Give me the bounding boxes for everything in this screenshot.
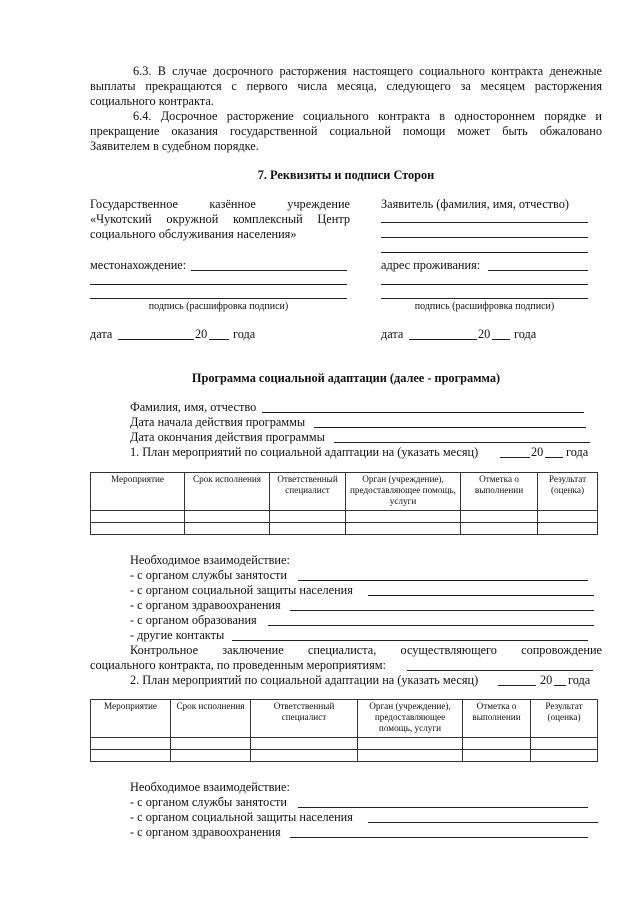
interaction1-education-line[interactable] — [268, 625, 594, 626]
table2-header-agency: Орган (учреждение), предоставляющее помощь, услуги — [358, 700, 463, 738]
interaction1-social-label: - с органом социальной защиты населения — [130, 583, 353, 597]
plan1-table-header-row — [91, 473, 598, 511]
interaction2-employment-line[interactable] — [298, 807, 588, 808]
table1-header-done: Отметка о выполнении — [461, 473, 538, 511]
interaction1-education-label: - с органом образования — [130, 613, 257, 627]
start-date-line[interactable] — [314, 427, 586, 428]
location-label: местонахождение: — [90, 258, 187, 272]
table1-header-deadline: Срок исполнения — [185, 473, 270, 511]
table2-header-specialist: Ответственный специалист — [251, 700, 358, 738]
end-date-line[interactable] — [334, 442, 590, 443]
program-heading: Программа социальной адаптации (далее - программа) — [191, 371, 501, 385]
left-date-day-line[interactable] — [118, 339, 194, 340]
org-name-line2: «Чукотский окружной комплексный Центр — [90, 212, 350, 226]
address-label: адрес проживания: — [381, 258, 481, 272]
interaction2-employment-label: - с органом службы занятости — [130, 795, 287, 809]
requisites-heading: 7. Реквизиты и подписи Сторон — [257, 168, 435, 182]
table1-header-specialist: Ответственный специалист — [270, 473, 346, 511]
address-line-2[interactable] — [381, 284, 588, 285]
left-signature-caption: подпись (расшифровка подписи) — [148, 301, 289, 312]
plan1-month-line[interactable] — [500, 457, 530, 458]
name-label: Фамилия, имя, отчество — [130, 400, 257, 414]
plan2-table — [90, 699, 598, 762]
left-date-year-line[interactable] — [209, 339, 229, 340]
right-date-day-line[interactable] — [409, 339, 477, 340]
clause-6-4-line2: прекращение оказания государственной социальной помощи может быть обжаловано — [90, 124, 602, 138]
interaction1-other-line[interactable] — [232, 640, 588, 641]
interaction2-social-line[interactable] — [368, 822, 598, 823]
table1-header-event: Мероприятие — [91, 473, 185, 511]
interaction1-health-label: - с органом здравоохранения — [130, 598, 281, 612]
left-signature-line[interactable] — [90, 298, 347, 299]
right-signature-caption: подпись (расшифровка подписи) — [414, 301, 555, 312]
plan1-year-line[interactable] — [545, 457, 563, 458]
interaction1-employment-line[interactable] — [298, 580, 588, 581]
left-date-year-suffix: года — [233, 327, 256, 341]
table-row[interactable] — [91, 738, 598, 750]
plan1-year-suffix: года — [566, 445, 589, 459]
conclusion-line2: социального контракта, по проведенным мероприятиям: — [90, 658, 386, 672]
table-row[interactable] — [91, 750, 598, 762]
plan2-year-line[interactable] — [554, 685, 566, 686]
plan2-year-prefix: 20 — [540, 673, 553, 687]
table1-header-result: Результат (оценка) — [538, 473, 598, 511]
table-row[interactable] — [91, 511, 598, 523]
table1-header-agency: Орган (учреждение), предоставляющее помощь, услуги — [346, 473, 461, 511]
applicant-name-line-1[interactable] — [381, 222, 588, 223]
clause-6-4-line3: Заявителем в судебном порядке. — [90, 139, 259, 153]
interaction1-social-line[interactable] — [368, 595, 594, 596]
interaction1-employment-label: - с органом службы занятости — [130, 568, 287, 582]
conclusion-line1: Контрольное заключение специалиста, осуществляющего сопровождение — [130, 643, 602, 657]
plan1-label: 1. План мероприятий по социальной адаптации на (указать месяц) — [130, 445, 479, 459]
right-date-year-prefix: 20 — [478, 327, 491, 341]
applicant-name-line-3[interactable] — [381, 252, 588, 253]
start-date-label: Дата начала действия программы — [130, 415, 306, 429]
interaction1-title: Необходимое взаимодействие: — [130, 553, 290, 567]
interaction2-health-label: - с органом здравоохранения — [130, 825, 281, 839]
table2-header-done: Отметка о выполнении — [463, 700, 531, 738]
left-date-label: дата — [90, 327, 113, 341]
plan1-year-prefix: 20 — [531, 445, 544, 459]
table-row[interactable] — [91, 523, 598, 535]
interaction1-health-line[interactable] — [290, 610, 594, 611]
interaction2-title: Необходимое взаимодействие: — [130, 780, 290, 794]
left-date-year-prefix: 20 — [195, 327, 208, 341]
clause-6-3-line1: 6.3. В случае досрочного расторжения настоящего социального контракта денежные — [133, 64, 602, 78]
plan2-year-suffix: года — [568, 673, 591, 687]
right-signature-line[interactable] — [381, 298, 588, 299]
applicant-label: Заявитель (фамилия, имя, отчество) — [381, 197, 569, 211]
location-line[interactable] — [191, 270, 347, 271]
plan1-table — [90, 472, 598, 535]
address-line[interactable] — [488, 270, 588, 271]
org-name-line1: Государственное казённое учреждение — [90, 197, 350, 211]
interaction1-other-label: - другие контакты — [130, 628, 225, 642]
table2-header-result: Результат (оценка) — [531, 700, 598, 738]
location-line-2[interactable] — [90, 284, 347, 285]
clause-6-3-line2: выплаты прекращаются с первого числа месяца, следующего за месяцем расторжения — [90, 79, 602, 93]
right-date-label: дата — [381, 327, 404, 341]
plan2-month-line[interactable] — [498, 685, 536, 686]
interaction2-social-label: - с органом социальной защиты населения — [130, 810, 353, 824]
conclusion-line[interactable] — [407, 670, 593, 671]
table2-header-deadline: Срок исполнения — [171, 700, 251, 738]
clause-6-4-line1: 6.4. Досрочное расторжение социального контракта в одностороннем порядке и — [133, 109, 602, 123]
right-date-year-line[interactable] — [492, 339, 510, 340]
table2-header-event: Мероприятие — [91, 700, 171, 738]
clause-6-3-line3: социального контракта. — [90, 94, 214, 108]
right-date-year-suffix: года — [514, 327, 537, 341]
interaction2-health-line[interactable] — [290, 837, 588, 838]
org-name-line3: социального обслуживания населения» — [90, 227, 297, 241]
plan2-label: 2. План мероприятий по социальной адаптации на (указать месяц) — [130, 673, 479, 687]
end-date-label: Дата окончания действия программы — [130, 430, 325, 444]
name-line[interactable] — [262, 412, 584, 413]
plan2-table-header-row — [91, 700, 598, 738]
applicant-name-line-2[interactable] — [381, 237, 588, 238]
